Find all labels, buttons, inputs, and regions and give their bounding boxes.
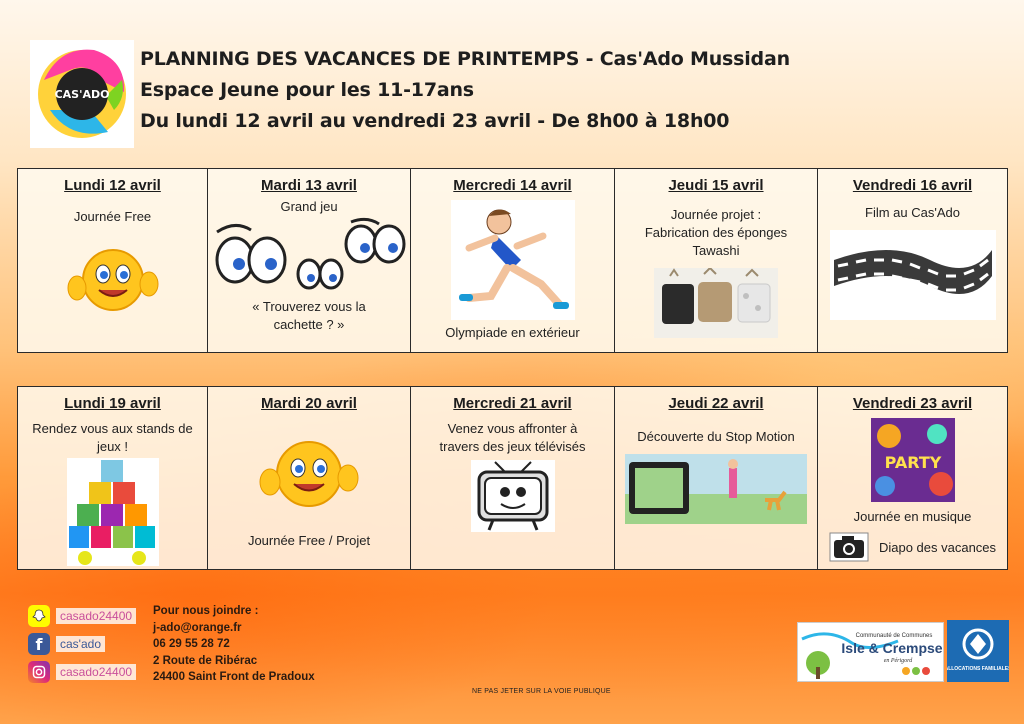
facebook-icon: f [28, 633, 50, 655]
activity-text: Film au Cas'Ado [865, 205, 960, 220]
day-cell-vendredi-23 [818, 387, 1008, 570]
day-cell-lundi-12 [18, 169, 208, 353]
svg-text:ALLOCATIONS FAMILIALES: ALLOCATIONS FAMILIALES [947, 666, 1009, 672]
activity-text: Grand jeu [280, 199, 338, 214]
instagram-handle: casado24400 [56, 664, 136, 680]
activity-text: Journée en musique [853, 509, 972, 524]
tawashi-sponges-image [654, 268, 778, 338]
week2-table [17, 386, 1008, 570]
activity-text-2: Diapo des vacances [878, 539, 997, 555]
page-subtitle: Espace Jeune pour les 11-17ans [140, 79, 474, 101]
camera-icon [829, 532, 869, 562]
tin-cans-pyramid-icon [67, 458, 159, 566]
activity-text: Olympiade en extérieur [445, 325, 580, 340]
social-instagram[interactable] [28, 659, 148, 685]
svg-text:CAS'ADO: CAS'ADO [54, 88, 110, 101]
svg-text:Isle & Crempse: Isle & Crempse [841, 640, 943, 656]
contact-phone[interactable]: 06 29 55 28 72 [153, 638, 230, 650]
day-cell-lundi-19 [18, 387, 208, 570]
activity-text: Journée projet : Fabrication des éponges Tawashi [644, 207, 788, 258]
activity-text: Journée Free [73, 209, 152, 224]
day-title: Jeudi 22 avril [668, 395, 764, 412]
party-music-image [871, 418, 955, 502]
activity-text-2: « Trouverez vous la cachette ? » [252, 299, 366, 332]
contact-heading: Pour nous joindre : [153, 605, 259, 617]
contact-address-2: 24400 Saint Front de Pradoux [153, 671, 315, 683]
page-dates: Du lundi 12 avril au vendredi 23 avril - De 8h00 à 18h00 [140, 110, 730, 132]
cartoon-eyes-icon [211, 216, 407, 292]
day-cell-mercredi-21 [411, 387, 615, 570]
week1-table [17, 168, 1008, 353]
contact-email[interactable]: j-ado@orange.fr [153, 621, 242, 634]
activity-text: Rendez vous aux stands de jeux ! [32, 421, 193, 454]
day-title: Mercredi 21 avril [453, 395, 572, 412]
runner-icon [451, 200, 575, 320]
casado-logo [30, 40, 134, 148]
day-title: Mardi 20 avril [261, 395, 357, 412]
day-title: Vendredi 16 avril [852, 177, 973, 194]
day-cell-mardi-20 [208, 387, 411, 570]
day-title: Mercredi 14 avril [453, 177, 572, 194]
contact-address-1: 2 Route de Ribérac [153, 654, 258, 667]
day-cell-mardi-13 [208, 169, 411, 353]
caf-logo [947, 620, 1009, 682]
day-cell-jeudi-15 [615, 169, 818, 353]
svg-text:Communauté de Communes: Communauté de Communes [855, 633, 933, 639]
stop-motion-image [625, 454, 807, 524]
social-facebook[interactable] [28, 631, 148, 657]
smiley-thumbs-up-icon [254, 430, 364, 514]
svg-text:PARTY: PARTY [884, 453, 941, 472]
facebook-handle: cas'ado [56, 636, 105, 652]
activity-text: Journée Free / Projet [247, 533, 371, 548]
isle-crempse-logo [797, 622, 944, 682]
snapchat-handle: casado24400 [56, 608, 136, 624]
day-title: Vendredi 23 avril [852, 395, 973, 412]
day-cell-mercredi-14 [411, 169, 615, 353]
contact-block [153, 603, 315, 686]
activity-text: Découverte du Stop Motion [637, 429, 795, 444]
smiley-thumbs-up-icon [63, 238, 163, 318]
instagram-icon [28, 661, 50, 683]
cartoon-tv-icon [471, 460, 555, 532]
header [140, 44, 790, 137]
day-cell-vendredi-16 [818, 169, 1008, 353]
day-cell-jeudi-22 [615, 387, 818, 570]
page-title: PLANNING DES VACANCES DE PRINTEMPS - Cas'Ado Mussidan [140, 48, 790, 70]
day-title: Jeudi 15 avril [668, 177, 764, 194]
day-title: Lundi 12 avril [64, 177, 161, 194]
snapchat-icon [28, 605, 50, 627]
social-links [28, 603, 148, 687]
activity-text: Venez vous affronter à travers des jeux télévisés [439, 421, 586, 454]
day-title: Lundi 19 avril [64, 395, 161, 412]
svg-text:en Périgord: en Périgord [883, 658, 913, 664]
day-title: Mardi 13 avril [261, 177, 357, 194]
social-snapchat[interactable] [28, 603, 148, 629]
litter-notice: NE PAS JETER SUR LA VOIE PUBLIQUE [472, 688, 611, 695]
film-reel-icon [830, 230, 996, 320]
